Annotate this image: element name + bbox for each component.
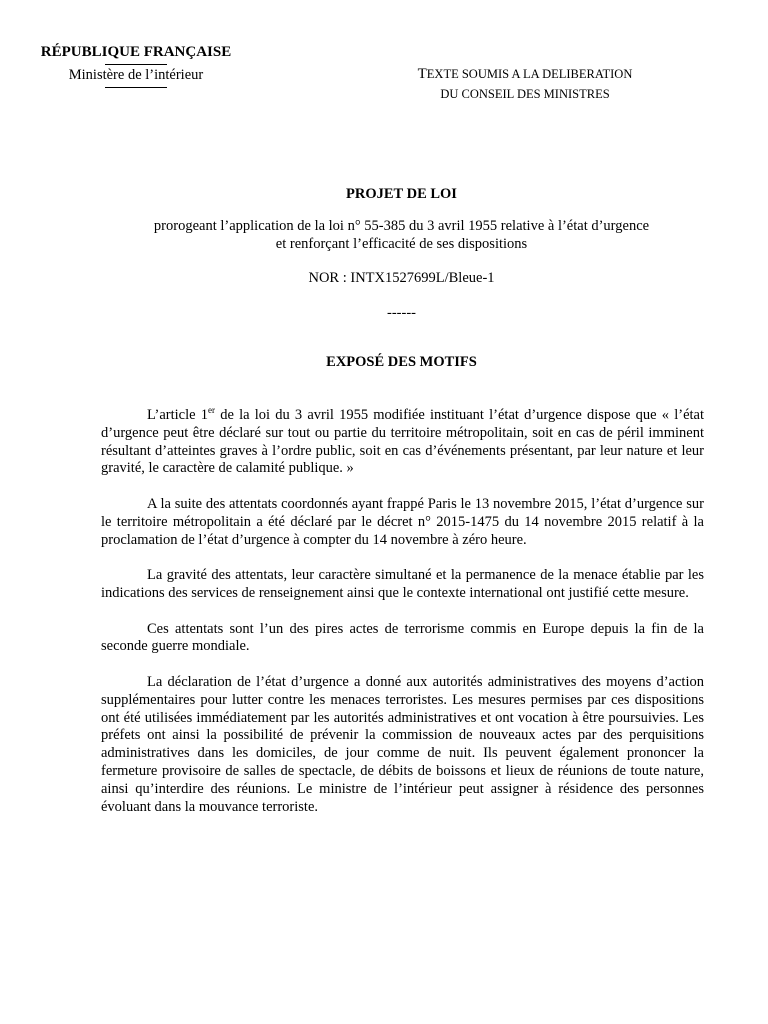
header-left <box>30 42 242 88</box>
subtitle-line: et renforçant l’efficacité de ses dispositions <box>275 235 528 252</box>
subtitle-line: prorogeant l’application de la loi n° 55-385 du 3 avril 1955 relative à l’état d’urgence <box>153 218 650 234</box>
paragraph-text: de la loi du 3 avril 1955 modifiée instituant l’état d’urgence dispose que « l’état d’urgence peut être déclaré sur tout ou partie du territoire métropolitain, soit en cas de péril imminent résultant d’atteintes graves à l’ordre public, soit en cas d’événements présentant, par leur nature et leur gravité, le caractère de calamité publique. » <box>101 407 705 477</box>
paragraph <box>101 407 704 478</box>
header-right <box>395 64 655 104</box>
doc-subtitle <box>0 218 768 253</box>
paragraph-text: L’article 1 <box>147 407 209 423</box>
deliberation-line <box>395 64 655 84</box>
deliberation-text: EXTE SOUMIS A LA DELIBERATION <box>426 67 633 81</box>
republic-heading: RÉPUBLIQUE FRANÇAISE <box>40 44 232 60</box>
separator: ------ <box>387 305 416 321</box>
doc-title: PROJET DE LOI <box>346 186 457 202</box>
section-title: EXPOSÉ DES MOTIFS <box>326 354 477 370</box>
paragraph: La gravité des attentats, leur caractère simultané et la permanence de la menace établie par les indications des services de renseignement ainsi que le contexte international ont justifié cette mesure. <box>101 567 704 601</box>
divider-rule <box>105 87 167 88</box>
paragraph: Ces attentats sont l’un des pires actes de terrorisme commis en Europe depuis la fin de la seconde guerre mondiale. <box>101 620 704 655</box>
ministry-name: Ministère de l’intérieur <box>68 67 204 83</box>
body-text <box>101 407 704 834</box>
paragraph: A la suite des attentats coordonnés ayant frappé Paris le 13 novembre 2015, l’état d’urgence sur le territoire métropolitain a été déclaré par le décret n° 2015-1475 du 14 novembre 2015 relatif à la proclamation de l’état d’urgence à compter du 14 novembre à zéro heure. <box>101 495 704 548</box>
superscript: er <box>208 405 216 416</box>
nor-reference: NOR : INTX1527699L/Bleue-1 <box>308 270 495 286</box>
council-line: DU CONSEIL DES MINISTRES <box>440 87 610 101</box>
deliberation-cap: T <box>417 66 427 82</box>
paragraph: La déclaration de l’état d’urgence a donné aux autorités administratives des moyens d’action supplémentaires pour lutter contre les menaces terroristes. Les mesures permises par ces dispositions ont été utilisées immédiatement par les autorités administratives et ont vocation à être poursuivies. Les préfets ont ainsi la possibilité de prévenir la commission de nouveaux actes par des perquisitions administratives dans les domiciles, de jour comme de nuit. Ils peuvent également prononcer la fermeture provisoire de salles de spectacle, de débits de boissons et lieux de réunions de toute nature, ainsi qu’interdire des réunions. Le ministre de l’intérieur peut assigner à résidence des personnes évoluant dans la mouvance terroriste. <box>101 673 704 815</box>
